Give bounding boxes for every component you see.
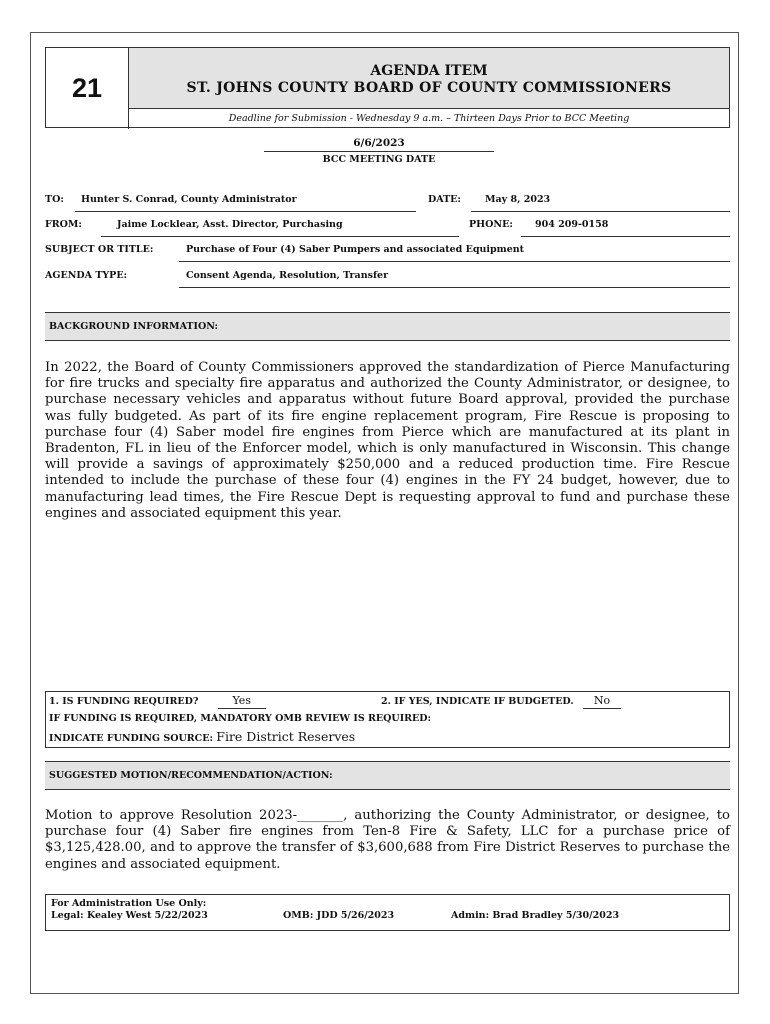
omb-review-note: IF FUNDING IS REQUIRED, MANDATORY OMB REVIEW IS REQUIRED:	[49, 713, 432, 724]
funding-source-label: INDICATE FUNDING SOURCE:	[49, 733, 213, 744]
agenda-type-value: Consent Agenda, Resolution, Transfer	[186, 270, 389, 281]
phone-label: PHONE:	[469, 219, 513, 230]
funding-source-row	[49, 729, 355, 744]
title-line-1: AGENDA ITEM	[370, 63, 488, 79]
administration-box	[45, 894, 730, 931]
funding-source-value: Fire District Reserves	[216, 729, 356, 744]
date-label: DATE:	[428, 194, 461, 205]
submission-deadline: Deadline for Submission - Wednesday 9 a.m. – Thirteen Days Prior to BCC Meeting	[228, 113, 630, 124]
motion-text: Motion to approve Resolution 2023-_______, authorizing the County Administrator, or designee, to purchase four (4) Saber fire engines from Ten-8 Fire & Safety, LLC for a purchase price of $3,125,428.00, and to approve the transfer of $3,600,688 from Fire District Reserves to purchase the engines and associated equipment.	[45, 808, 730, 872]
to-value: Hunter S. Conrad, County Administrator	[81, 194, 297, 205]
from-label: FROM:	[45, 219, 82, 230]
admin-heading: For Administration Use Only:	[51, 898, 207, 909]
to-underline	[75, 211, 416, 212]
title-line-2: ST. JOHNS COUNTY BOARD OF COUNTY COMMISSIONERS	[186, 80, 672, 96]
phone-underline	[521, 236, 730, 237]
admin-signoff: Admin: Brad Bradley 5/30/2023	[451, 910, 620, 921]
agenda-type-underline	[179, 287, 730, 288]
subject-underline	[179, 261, 730, 262]
funding-box	[45, 691, 730, 748]
agenda-item-number: 21	[46, 48, 129, 129]
funding-required-label: 1. IS FUNDING REQUIRED?	[49, 696, 199, 707]
legal-signoff: Legal: Kealey West 5/22/2023	[51, 910, 208, 921]
subject-value: Purchase of Four (4) Saber Pumpers and associated Equipment	[186, 244, 525, 255]
funding-budgeted-value: No	[583, 694, 621, 709]
funding-required-value: Yes	[218, 694, 266, 709]
admin-signoffs	[51, 910, 724, 922]
funding-required-row	[49, 694, 266, 709]
background-heading: BACKGROUND INFORMATION:	[45, 312, 730, 341]
date-underline	[471, 211, 730, 212]
funding-budgeted-label: 2. IF YES, INDICATE IF BUDGETED.	[381, 696, 574, 707]
agenda-page	[30, 32, 739, 994]
from-value: Jaime Locklear, Asst. Director, Purchasing	[117, 219, 343, 230]
from-underline	[101, 236, 459, 237]
omb-signoff: OMB: JDD 5/26/2023	[283, 910, 395, 921]
agenda-header	[45, 47, 730, 128]
agenda-title	[129, 48, 729, 109]
to-label: TO:	[45, 194, 64, 205]
phone-value: 904 209-0158	[535, 219, 609, 230]
bcc-meeting-date	[264, 134, 494, 168]
meeting-date-value: 6/6/2023	[264, 134, 494, 152]
subject-label: SUBJECT OR TITLE:	[45, 244, 154, 255]
background-text: In 2022, the Board of County Commissioners approved the standardization of Pierce Manufacturing for fire trucks and specialty fire apparatus and authorized the County Administrator, or designee, to purchase necessary vehicles and apparatus without future Board approval, provided the purchase was fully budgeted. As part of its fire engine replacement program, Fire Rescue is proposing to purchase four (4) Saber model fire engines from Pierce which are manufactured at its plant in Bradenton, FL in lieu of the Enforcer model, which is only manufactured in Wisconsin. This change will provide a savings of approximately $250,000 and a reduced production time. Fire Rescue intended to include the purchase of these four (4) engines in the FY 24 budget, however, due to manufacturing lead times, the Fire Rescue Dept is requesting approval to fund and purchase these engines and associated equipment this year.	[45, 360, 730, 521]
date-value: May 8, 2023	[485, 194, 551, 205]
agenda-type-label: AGENDA TYPE:	[45, 270, 128, 281]
motion-heading: SUGGESTED MOTION/RECOMMENDATION/ACTION:	[45, 761, 730, 790]
meeting-date-label: BCC MEETING DATE	[322, 154, 436, 165]
funding-budgeted-row	[381, 694, 621, 709]
